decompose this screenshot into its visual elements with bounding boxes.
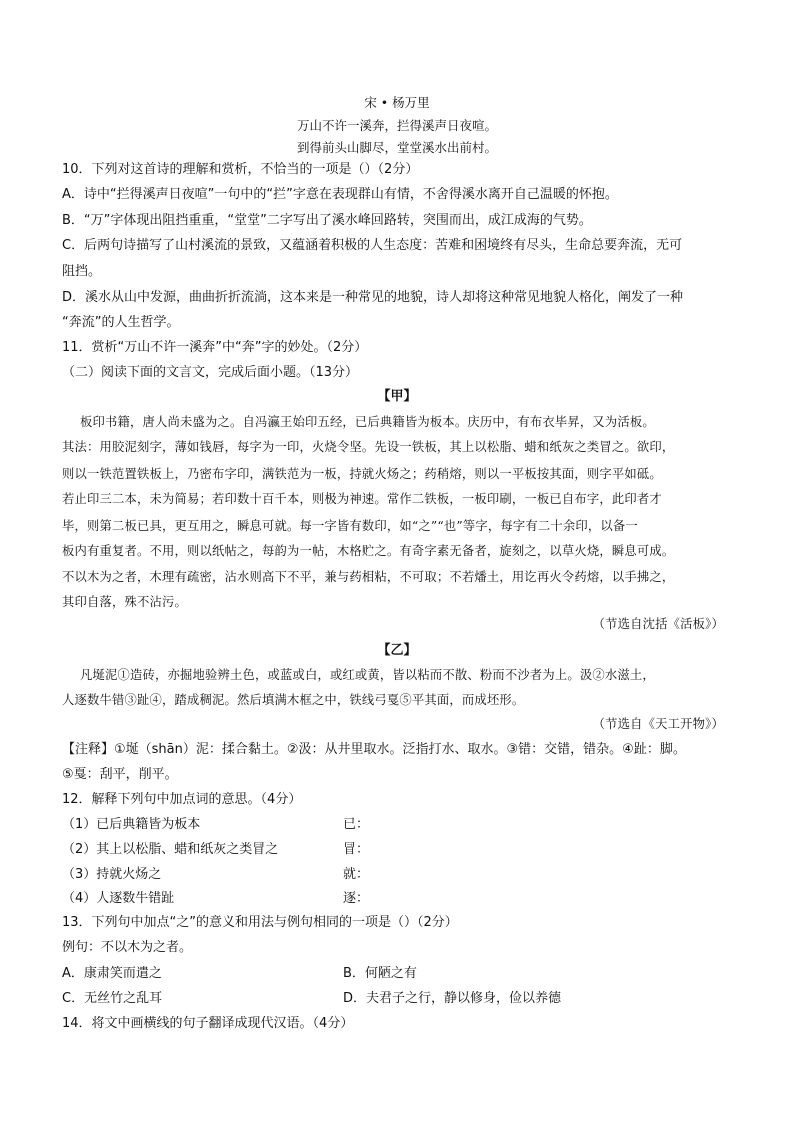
passage-jia-source: （节选自沈括《活板》）: [592, 617, 724, 631]
question-10-option-a: A．诗中“拦得溪声日夜喧”一句中的“拦”字意在表现群山有情，不舍得溪水离开自己温暖的怀抱。: [62, 187, 618, 202]
question-14: 14．将文中画横线的句子翻译成现代汉语。（4分）: [62, 1016, 354, 1031]
passage-jia-line-1: 板印书籍，唐人尚未盛为之。自冯瀛王始印五经，已后典籍皆为板本。庆历中，有布衣毕昇，又为活板。: [80, 415, 655, 429]
question-13-example: 例句：不以木为之者。: [62, 940, 193, 955]
question-12-stem: 12．解释下列句中加点词的意思。（4分）: [62, 792, 302, 807]
question-12-answer-2[interactable]: 冒：: [343, 842, 370, 857]
annotation-line-1: 【注释】①埏（shān）泥：揉合黏土。②汲：从井里取水。泛指打水、取水。③错：交错，错杂。④趾：脚。: [62, 742, 686, 757]
poem-line-2: 到得前头山脚尽，堂堂溪水出前村。: [296, 140, 497, 155]
question-11: 11．赏析“万山不许一溪奔”中“奔”字的妙处。（2分）: [62, 340, 368, 355]
passage-jia-line-7: 不以木为之者，木理有疏密，沾水则高下不平，兼与药相粘，不可取；不若燔土，用讫再火令药熔，以手拂之，: [62, 570, 675, 584]
passage-jia-line-2: 其法：用胶泥刻字，薄如钱唇，每字为一印，火烧令坚。先设一铁板，其上以松脂、蜡和纸灰之类冒之。欲印，: [62, 440, 675, 454]
passage-jia-line-4: 若止印三二本，未为简易；若印数十百千本，则极为神速。常作二铁板，一板印刷，一板已自布字，此印者才: [62, 492, 662, 506]
passage-yi-heading: 【乙】: [377, 643, 417, 658]
passage-jia-heading: 【甲】: [377, 389, 417, 404]
question-10-option-c-cont: 阻挡。: [62, 264, 102, 279]
section-2-heading: （二）阅读下面的文言文，完成后面小题。（13分）: [62, 365, 359, 380]
question-12-answer-1[interactable]: 已：: [343, 817, 370, 832]
passage-jia-line-6: 板内有重复者。不用，则以纸帖之，每韵为一帖，木格贮之。有奇字素无备者，旋刻之，以草火烧，瞬息可成。: [62, 544, 675, 558]
question-12-answer-4[interactable]: 逐：: [343, 891, 370, 906]
question-12-item-1: （1）已后典籍皆为板本: [62, 817, 201, 832]
passage-yi-line-2: 人逐数牛错③趾④，踏成稠泥。然后填满木框之中，铁线弓戛⑤平其面，而成坯形。: [62, 693, 525, 707]
question-12-answer-3[interactable]: 就：: [343, 867, 370, 882]
passage-jia-line-5: 毕，则第二板已具，更互用之，瞬息可就。每一字皆有数印，如“之”“也”等字，每字有二十余印，以备一: [62, 519, 638, 533]
question-10-option-d: D．溪水从山中发源，曲曲折折流淌，这本来是一种常见的地貌，诗人却将这种常见地貌人格化，阐发了一种: [62, 290, 684, 305]
poem-author: 宋 • 杨万里: [364, 95, 430, 110]
question-10-option-b: B．“万”字体现出阻挡重重，“堂堂”二字写出了溪水峰回路转，突围而出，成江成海的气势。: [62, 213, 592, 228]
passage-yi-line-1: 凡埏泥①造砖，亦掘地验辨土色，或蓝或白，或红或黄，皆以粘而不散、粉而不沙者为上。汲②水滋土，: [80, 668, 655, 682]
question-13-option-d: D．夫君子之行，静以修身，俭以养德: [343, 991, 562, 1006]
question-13-option-a: A．康肃笑而遣之: [62, 966, 162, 981]
question-12-item-3: （3）持就火炀之: [62, 867, 162, 882]
question-13-stem: 13．下列句中加点“之”的意义和用法与例句相同的一项是（）（2分）: [62, 915, 458, 930]
poem-line-1: 万山不许一溪奔，拦得溪声日夜喧。: [296, 118, 497, 133]
question-12-item-4: （4）人逐数牛错趾: [62, 891, 175, 906]
question-13-option-c: C．无丝竹之乱耳: [62, 991, 163, 1006]
annotation-line-2: ⑤戛：刮平，削平。: [62, 767, 178, 782]
question-12-item-2: （2）其上以松脂、蜡和纸灰之类冒之: [62, 842, 279, 857]
question-10-option-d-cont: “奔流”的人生哲学。: [62, 315, 180, 330]
passage-jia-line-8: 其印自落，殊不沾污。: [62, 595, 187, 609]
question-10-stem: 10．下列对这首诗的理解和赏析，不恰当的一项是（）（2分）: [62, 162, 419, 177]
question-10-option-c: C．后两句诗描写了山村溪流的景致，又蕴涵着积极的人生态度：苦难和困境终有尽头，生命总要奔流，无可: [62, 238, 683, 253]
passage-jia-line-3: 则以一铁范置铁板上，乃密布字印，满铁范为一板，持就火炀之；药稍熔，则以一平板按其面，则字平如砥。: [62, 467, 662, 481]
passage-yi-source: （节选自《天工开物》）: [592, 717, 724, 731]
question-13-option-b: B．何陋之有: [343, 966, 417, 981]
